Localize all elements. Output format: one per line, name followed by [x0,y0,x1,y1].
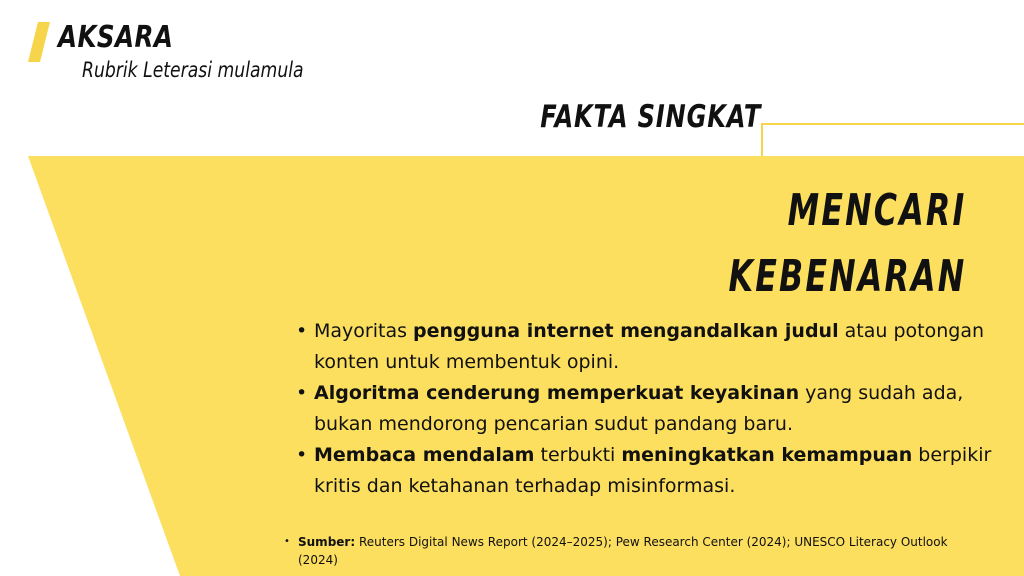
section-label: FAKTA SINGKAT [540,99,761,135]
fact-text: berpikir kritis dan ketahanan terhadap misinformasi. [314,444,992,497]
fact-text: atau potongan konten untuk membentuk opini. [314,320,984,373]
fact-text: terbukti [534,444,622,466]
brand-title: AKSARA [58,20,174,55]
fact-item [292,316,992,378]
fact-emphasis: Membaca mendalam [314,444,535,466]
bullet-icon: • [284,536,290,547]
brand-slash-icon [28,22,50,62]
bullet-icon: • [296,320,308,342]
fact-emphasis: Algoritma cenderung memperkuat keyakinan [314,382,800,404]
source-note [284,533,984,569]
bullet-icon: • [296,382,308,404]
source-label: Sumber: [298,535,356,549]
bullet-icon: • [296,444,308,466]
source-text: Reuters Digital News Report (2024–2025); Pew Research Center (2024); UNESCO Literacy Outlook (2024) [298,535,948,567]
fact-item [292,440,992,502]
accent-line [762,124,1024,156]
brand-subtitle: Rubrik Leterasi mulamula [82,58,304,82]
facts-list [292,316,992,502]
fact-text: yang sudah ada, bukan mendorong pencarian sudut pandang baru. [314,382,964,435]
headline-line-1: MENCARI [787,185,966,236]
fact-text: Mayoritas [314,320,414,342]
fact-item [292,378,992,440]
headline-line-2: KEBENARAN [728,251,966,302]
headline [728,178,966,310]
fact-emphasis: meningkatkan kemampuan [621,444,913,466]
fact-emphasis: pengguna internet mengandalkan judul [413,320,839,342]
